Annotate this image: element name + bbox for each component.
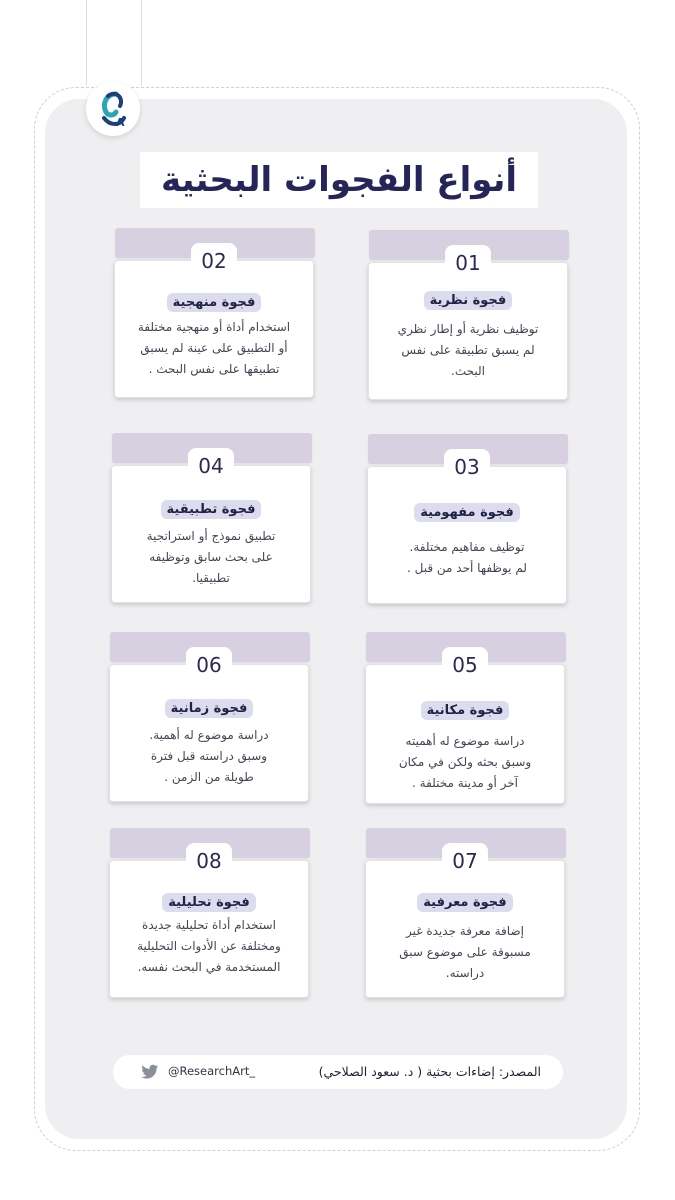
card-description: إضافة معرفة جديدة غير مسبوقة على موضوع سبق دراسته. bbox=[399, 924, 531, 980]
gap-card-05 bbox=[365, 653, 565, 804]
source-footer bbox=[113, 1055, 563, 1089]
card-title: فجوة تطبيقية bbox=[161, 500, 262, 519]
card-description: دراسة موضوع له أهميته وسبق بحثه ولكن في مكان آخر أو مدينة مختلفة . bbox=[398, 734, 532, 790]
page-title-box bbox=[140, 152, 538, 208]
card-number: 05 bbox=[442, 647, 488, 683]
gap-card-02 bbox=[114, 249, 314, 398]
card-number: 03 bbox=[444, 449, 490, 485]
card-title: فجوة معرفية bbox=[417, 893, 512, 912]
research-art-logo-icon bbox=[86, 82, 140, 136]
gap-card-07 bbox=[365, 849, 565, 998]
card-number: 06 bbox=[186, 647, 232, 683]
svg-text:A: A bbox=[116, 116, 125, 129]
card-number: 04 bbox=[188, 448, 234, 484]
card-title: فجوة مفهومية bbox=[414, 503, 520, 522]
gap-card-08 bbox=[109, 849, 309, 998]
gap-card-03 bbox=[367, 455, 567, 604]
card-title: فجوة نظرية bbox=[424, 291, 513, 310]
card-title: فجوة تحليلية bbox=[162, 893, 256, 912]
card-number: 08 bbox=[186, 843, 232, 879]
card-title: فجوة منهجية bbox=[167, 293, 262, 312]
gap-card-01 bbox=[368, 251, 568, 400]
twitter-handle[interactable]: @ResearchArt_ bbox=[168, 1064, 256, 1078]
twitter-bird-icon[interactable] bbox=[141, 1064, 159, 1084]
gap-card-06 bbox=[109, 653, 309, 802]
card-description: توظيف نظرية أو إطار نظري لم يسبق تطبيقة على نفس البحث. bbox=[397, 322, 539, 378]
source-credit: المصدر: إضاءات بحثية ( د. سعود الصلاحي) bbox=[318, 1064, 541, 1079]
card-title: فجوة زمانية bbox=[165, 699, 254, 718]
card-number: 01 bbox=[445, 245, 491, 281]
gap-card-04 bbox=[111, 454, 311, 603]
card-description: دراسة موضوع له أهمية. وسبق دراسته قبل فترة طويلة من الزمن . bbox=[149, 728, 269, 784]
card-description: توظيف مفاهيم مختلفة. لم يوظفها أحد من قبل . bbox=[407, 540, 527, 575]
card-number: 02 bbox=[191, 243, 237, 279]
card-description: تطبيق نموذج أو استراتجية على بحث سابق وتوظيفه تطبيقيا. bbox=[146, 529, 276, 585]
logo-hanger bbox=[86, 0, 142, 85]
page-title: أنواع الفجوات البحثية bbox=[160, 160, 517, 200]
card-description: استخدام أداة تحليلية جديدة ومختلفة عن الأدوات التحليلية المستخدمة في البحث نفسه. bbox=[137, 918, 281, 974]
card-title: فجوة مكانية bbox=[421, 701, 510, 720]
card-number: 07 bbox=[442, 843, 488, 879]
card-description: استخدام أداة أو منهجية مختلفة أو التطبيق على عينة لم يسبق تطبيقها على نفس البحث . bbox=[137, 320, 291, 376]
